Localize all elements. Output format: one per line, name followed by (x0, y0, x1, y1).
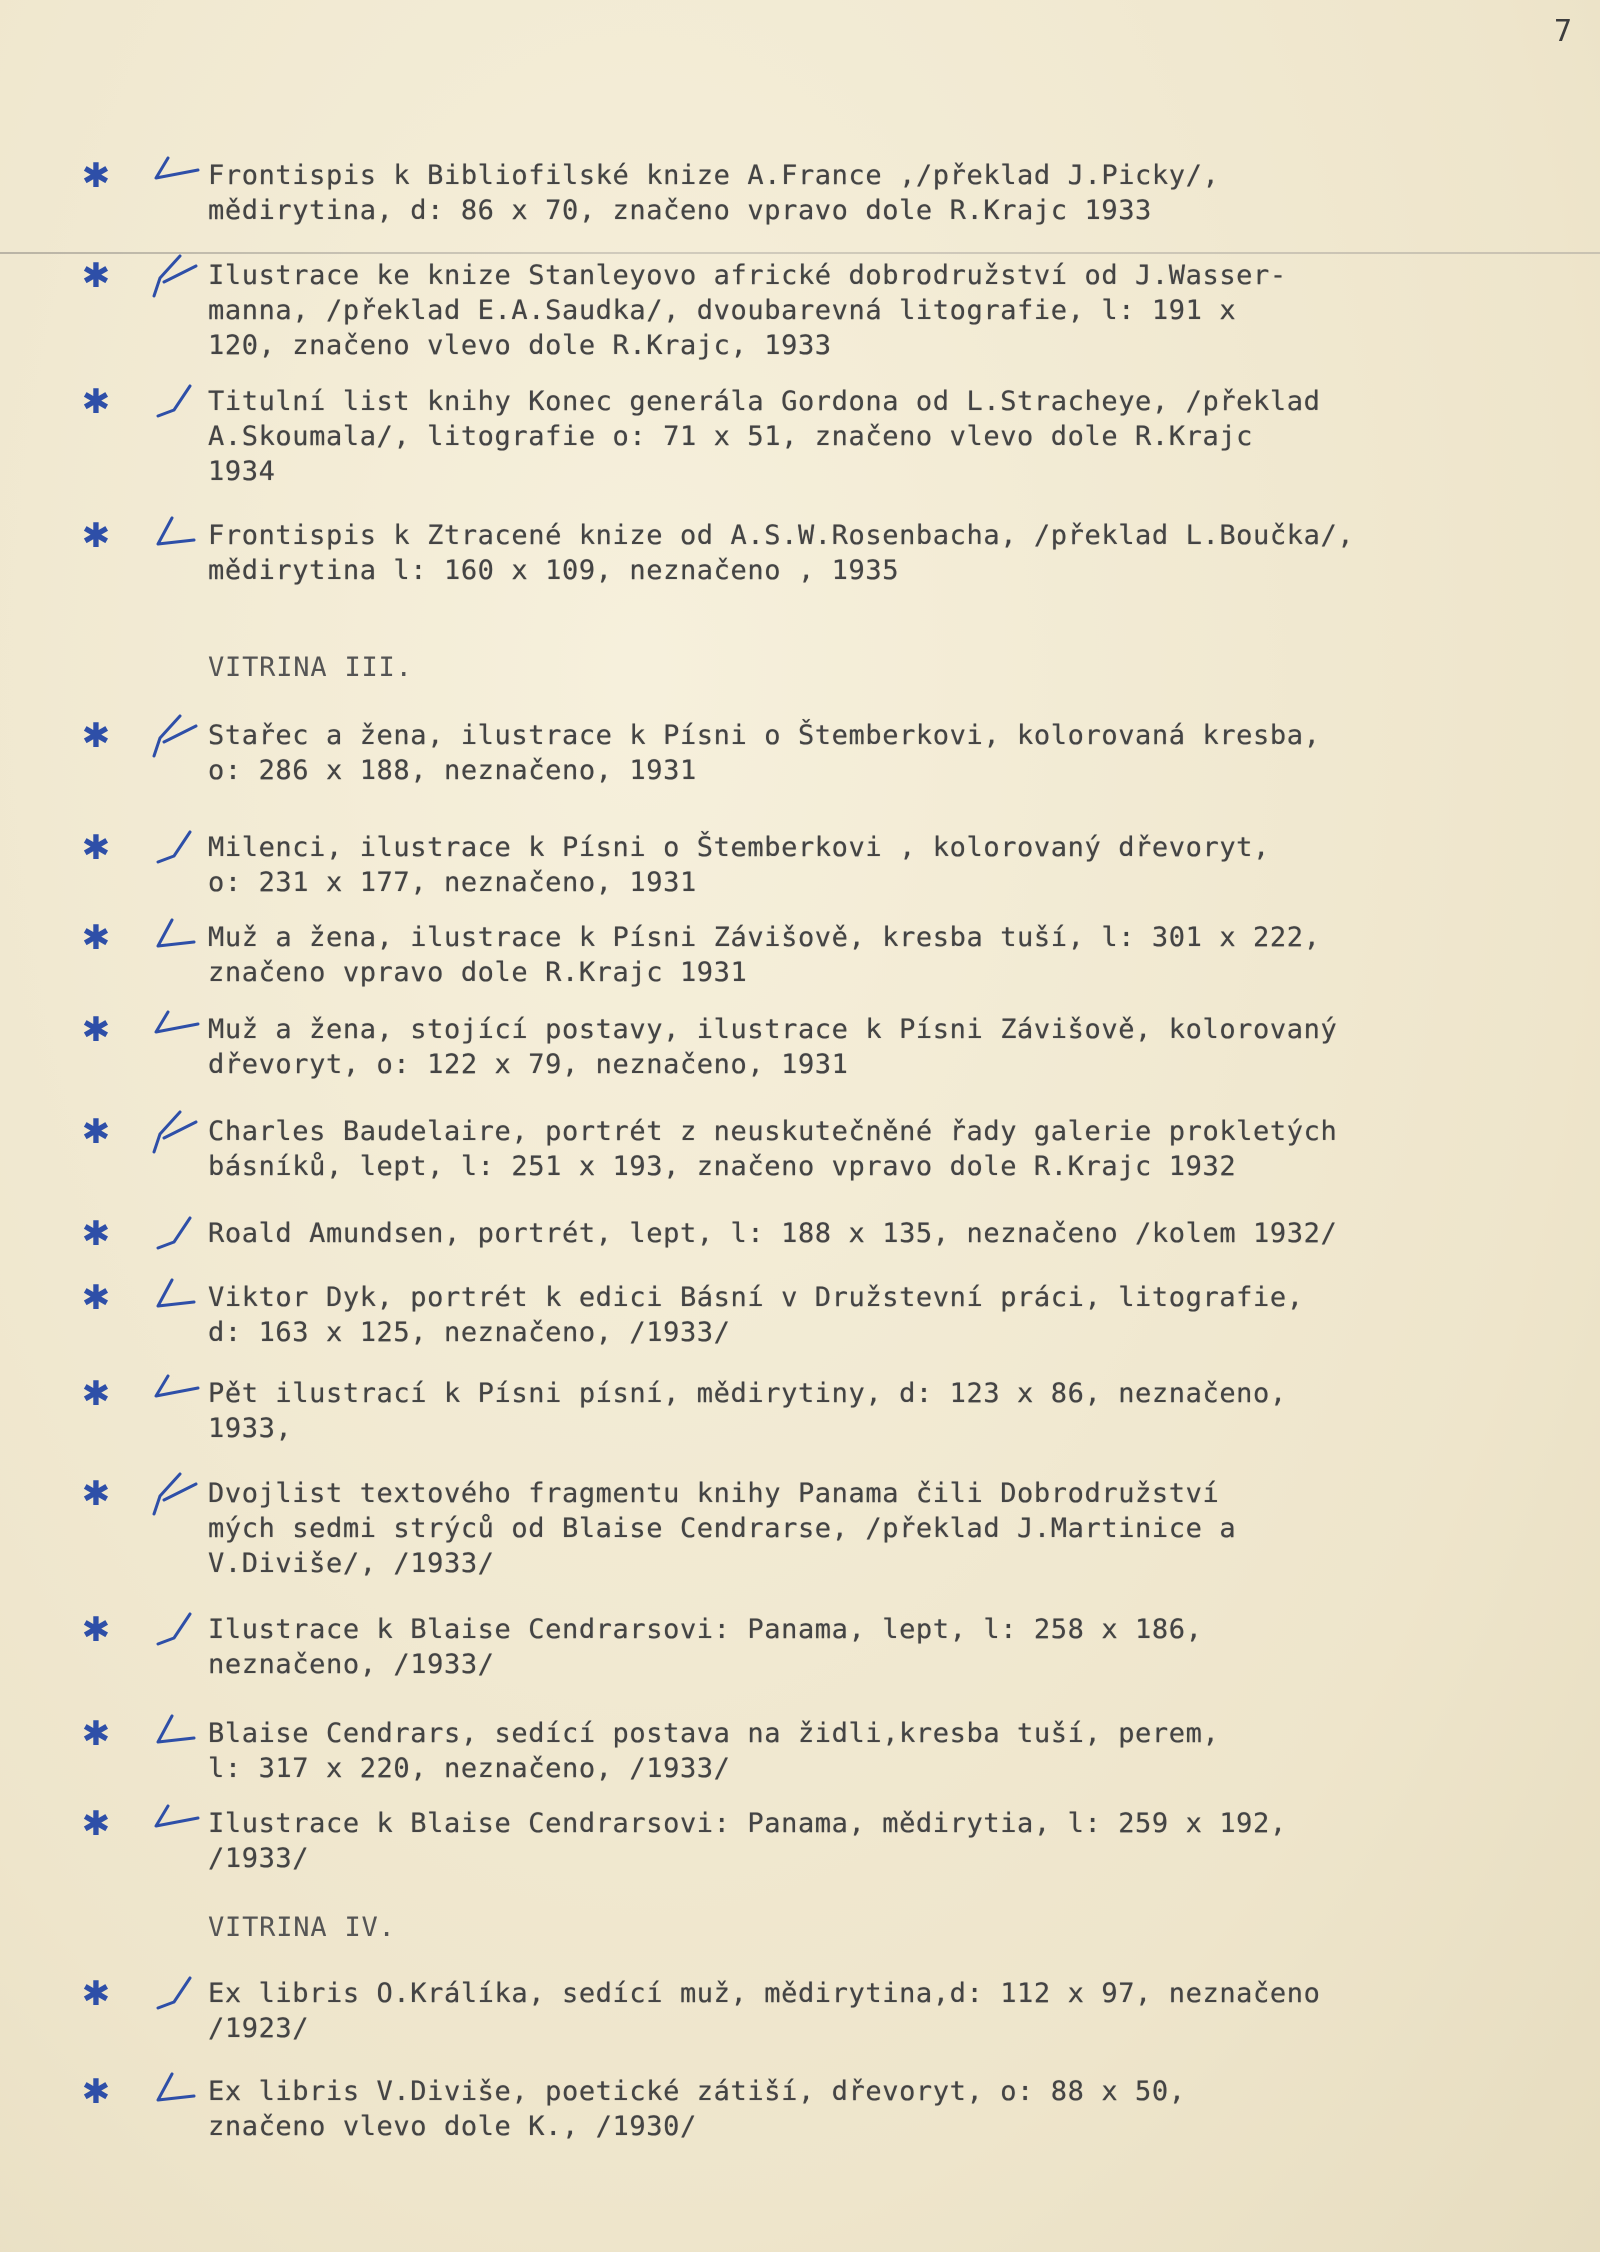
star-mark-icon: ✱ (81, 918, 111, 958)
star-mark-icon: ✱ (81, 828, 111, 868)
star-mark-icon: ✱ (81, 516, 111, 556)
check-mark-icon (150, 1604, 210, 1658)
star-mark-icon: ✱ (81, 382, 111, 422)
entry-text: Dvojlist textového fragmentu knihy Panama čili Dobrodružství mých sedmi strýců od Blaise Cendrarse, /překlad J.Martinice a V.Diviše/, /1933/ (208, 1478, 1237, 1579)
check-mark-icon (150, 1368, 210, 1422)
entry-text: Viktor Dyk, portrét k edici Básní v Družstevní práci, litografie, d: 163 x 125, neznačeno, /1933/ (208, 1282, 1304, 1348)
check-mark-icon (150, 1208, 210, 1262)
check-mark-icon (150, 710, 210, 764)
check-mark-icon (150, 250, 210, 304)
entry-text: Blaise Cendrars, sedící postava na židli,kresba tuší, perem, l: 317 x 220, neznačeno, /1933/ (208, 1718, 1220, 1784)
star-mark-icon: ✱ (81, 156, 111, 196)
entry-text: Ex libris O.Králíka, sedící muž, mědirytina,d: 112 x 97, neznačeno /1923/ (208, 1978, 1321, 2044)
check-mark-icon (150, 1468, 210, 1522)
page-fold (0, 252, 1600, 254)
entry-text: Ilustrace k Blaise Cendrarsovi: Panama, lept, l: 258 x 186, neznačeno, /1933/ (208, 1614, 1203, 1680)
star-mark-icon: ✱ (81, 256, 111, 296)
check-mark-icon (150, 1798, 210, 1852)
star-mark-icon: ✱ (81, 1214, 111, 1254)
check-mark-icon (150, 1106, 210, 1160)
star-mark-icon: ✱ (81, 1374, 111, 1414)
entry-text: Ilustrace ke knize Stanleyovo africké dobrodružství od J.Wasser- manna, /překlad E.A.Saudka/, dvoubarevná litografie, l: 191 x 120, značeno vlevo dole R.Krajc, 1933 (208, 260, 1287, 361)
check-mark-icon (150, 912, 210, 966)
star-mark-icon: ✱ (81, 1010, 111, 1050)
entry-text: Milenci, ilustrace k Písni o Štemberkovi , kolorovaný dřevoryt, o: 231 x 177, neznačeno, 1931 (208, 832, 1270, 898)
star-mark-icon: ✱ (81, 1112, 111, 1152)
check-mark-icon (150, 1272, 210, 1326)
check-mark-icon (150, 1708, 210, 1762)
star-mark-icon: ✱ (81, 1804, 111, 1844)
entry-text: Charles Baudelaire, portrét z neuskutečněné řady galerie prokletých básníků, lept, l: 251 x 193, značeno vpravo dole R.Krajc 1932 (208, 1116, 1338, 1182)
star-mark-icon: ✱ (81, 716, 111, 756)
check-mark-icon (150, 510, 210, 564)
page-number: 7 (1553, 14, 1572, 49)
check-mark-icon (150, 822, 210, 876)
check-mark-icon (150, 1968, 210, 2022)
star-mark-icon: ✱ (81, 1974, 111, 2014)
check-mark-icon (150, 2066, 210, 2120)
entry-text: Ilustrace k Blaise Cendrarsovi: Panama, mědirytia, l: 259 x 192, /1933/ (208, 1808, 1287, 1874)
section-heading: VITRINA III. (208, 652, 413, 683)
star-mark-icon: ✱ (81, 1714, 111, 1754)
entry-text: Stařec a žena, ilustrace k Písni o Štemberkovi, kolorovaná kresba, o: 286 x 188, neznačeno, 1931 (208, 720, 1321, 786)
entry-text: Muž a žena, ilustrace k Písni Závišově, kresba tuší, l: 301 x 222, značeno vpravo dole R.Krajc 1931 (208, 922, 1321, 988)
star-mark-icon: ✱ (81, 1474, 111, 1514)
entry-text: Frontispis k Bibliofilské knize A.France ,/překlad J.Picky/, mědirytina, d: 86 x 70, značeno vpravo dole R.Krajc 1933 (208, 160, 1220, 226)
entry-text: Titulní list knihy Konec generála Gordona od L.Stracheye, /překlad A.Skoumala/, litografie o: 71 x 51, značeno vlevo dole R.Krajc 1934 (208, 386, 1321, 487)
entry-text: Muž a žena, stojící postavy, ilustrace k Písni Závišově, kolorovaný dřevoryt, o: 122 x 79, neznačeno, 1931 (208, 1014, 1338, 1080)
entry-text: Ex libris V.Diviše, poetické zátiší, dřevoryt, o: 88 x 50, značeno vlevo dole K., /1930/ (208, 2076, 1186, 2142)
check-mark-icon (150, 1004, 210, 1058)
section-heading: VITRINA IV. (208, 1912, 396, 1943)
entry-text: Pět ilustrací k Písni písní, mědirytiny, d: 123 x 86, neznačeno, 1933, (208, 1378, 1287, 1444)
check-mark-icon (150, 376, 210, 430)
entry-text: Frontispis k Ztracené knize od A.S.W.Rosenbacha, /překlad L.Boučka/, mědirytina l: 160 x 109, neznačeno , 1935 (208, 520, 1355, 586)
entry-text: Roald Amundsen, portrét, lept, l: 188 x 135, neznačeno /kolem 1932/ (208, 1218, 1338, 1249)
star-mark-icon: ✱ (81, 1610, 111, 1650)
check-mark-icon (150, 150, 210, 204)
star-mark-icon: ✱ (81, 1278, 111, 1318)
star-mark-icon: ✱ (81, 2072, 111, 2112)
